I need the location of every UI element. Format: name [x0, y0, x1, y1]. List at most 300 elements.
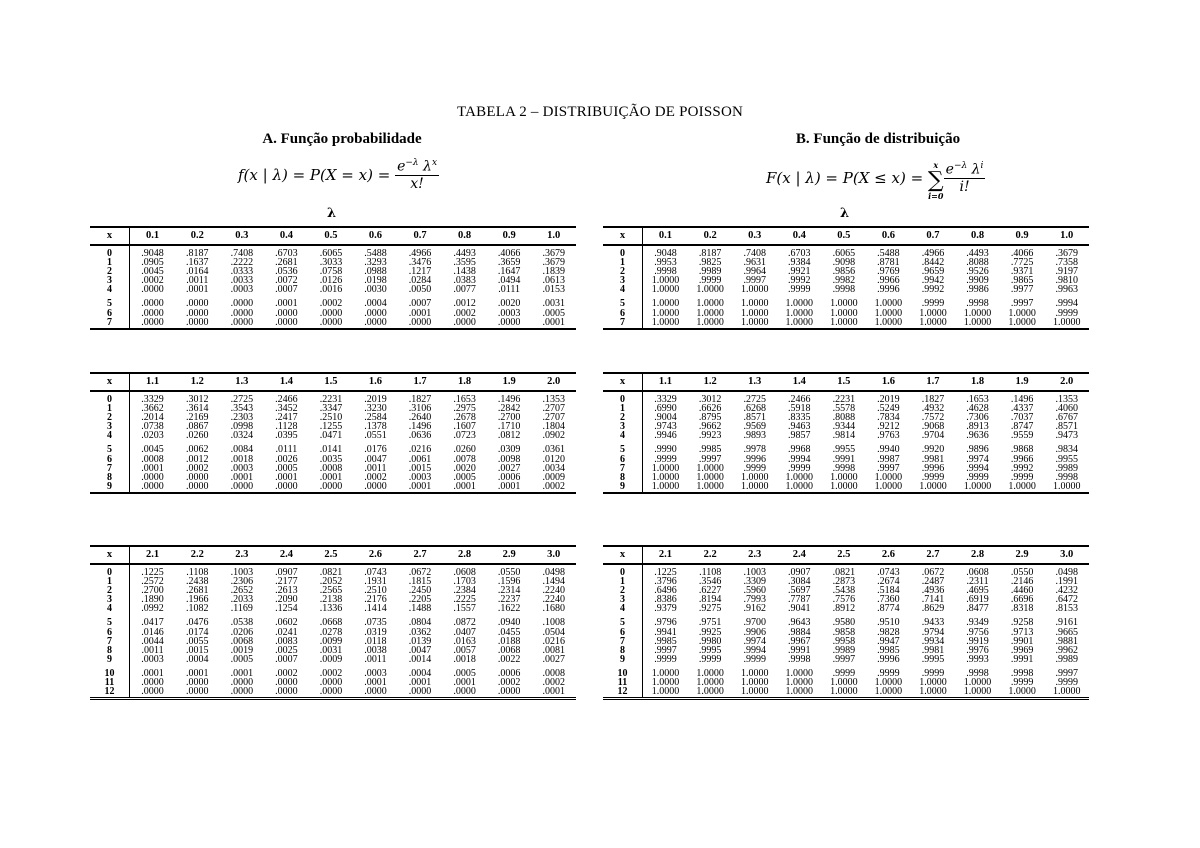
probability-cell: .9999: [698, 275, 722, 287]
probability-cell: .4066: [497, 248, 521, 259]
lambda-column-header: 0.3: [220, 227, 265, 245]
probability-cell: .9704: [921, 430, 945, 442]
probability-cell: .9769: [877, 266, 900, 278]
probability-table-3: [90, 545, 576, 700]
probability-cell: .0120: [542, 453, 565, 465]
lambda-column-header: 0.4: [777, 227, 822, 245]
probability-cell: .5960: [743, 585, 766, 597]
x-value-cell: 2: [90, 586, 130, 595]
probability-cell: .9896: [966, 444, 989, 456]
probability-cell: .0000: [309, 687, 354, 699]
probability-cell: .0260: [186, 430, 209, 442]
lambda-column-header: 2.8: [442, 546, 487, 564]
probability-cell: .4695: [966, 585, 989, 597]
probability-cell: .0174: [186, 626, 209, 638]
x-value-cell: 12: [90, 687, 130, 699]
probability-cell: .0804: [408, 617, 432, 629]
probability-cell: .0047: [408, 644, 432, 656]
probability-cell: .9997: [1055, 667, 1078, 679]
probability-cell: .3012: [698, 394, 722, 405]
probability-cell: .9856: [832, 266, 856, 278]
probability-cell: .1827: [921, 394, 945, 405]
lambda-column-header: 1.1: [643, 373, 688, 391]
probability-cell: .1710: [497, 421, 521, 433]
lambda-column-header: 0.1: [643, 227, 688, 245]
probability-cell: .0000: [186, 307, 209, 319]
probability-cell: .1966: [186, 594, 209, 606]
probability-cell: .9713: [1010, 626, 1034, 638]
lambda-label-a: λ: [327, 206, 337, 221]
probability-cell: .1496: [497, 394, 521, 405]
probability-cell: .9962: [1055, 644, 1078, 656]
probability-cell: 1.0000: [1044, 318, 1089, 329]
probability-cell: .0206: [230, 626, 254, 638]
probability-cell: .9974: [743, 635, 766, 647]
lambda-label-b: λ: [840, 206, 850, 221]
x-column-header: x: [90, 373, 130, 391]
x-value-cell: 1: [90, 577, 130, 586]
probability-cell: .1827: [408, 394, 432, 405]
lambda-column-header: 0.9: [487, 227, 532, 245]
probability-cell: .0016: [319, 284, 343, 296]
probability-cell: .9997: [743, 275, 766, 287]
probability-cell: .2640: [408, 412, 432, 424]
probability-cell: .3329: [141, 394, 164, 405]
probability-cell: .0636: [408, 430, 432, 442]
probability-cell: .6065: [832, 248, 856, 259]
probability-cell: .8781: [877, 257, 900, 269]
probability-cell: .3659: [497, 257, 521, 269]
probability-cell: .0011: [364, 653, 387, 665]
probability-cell: .8571: [743, 412, 766, 424]
distribution-table-2: [603, 372, 1089, 494]
probability-cell: .0002: [453, 307, 476, 319]
probability-cell: .2678: [453, 412, 476, 424]
x-value-cell: 8: [90, 646, 130, 655]
probability-cell: .9997: [698, 453, 722, 465]
probability-cell: 1.0000: [822, 318, 867, 329]
probability-cell: .9580: [832, 617, 856, 629]
probability-cell: .9999: [698, 653, 722, 665]
page-title: TABELA 2 – DISTRIBUIÇÃO DE POISSON: [456, 104, 744, 120]
probability-cell: 1.0000: [1044, 482, 1089, 493]
probability-cell: .9958: [832, 635, 856, 647]
lambda-column-header: 2.0: [531, 373, 576, 391]
probability-cell: .9982: [832, 275, 856, 287]
probability-cell: .0009: [319, 653, 343, 665]
probability-cell: .2510: [319, 412, 343, 424]
probability-cell: .3329: [654, 394, 677, 405]
probability-cell: .0068: [497, 644, 521, 656]
lambda-column-header: 1.5: [822, 373, 867, 391]
distribution-table-1: [603, 226, 1089, 330]
probability-cell: .4066: [1010, 248, 1034, 259]
probability-cell: .1653: [453, 394, 476, 405]
x-column-header: x: [603, 546, 643, 564]
probability-cell: .9997: [832, 653, 856, 665]
probability-cell: .1931: [364, 576, 387, 588]
x-value-cell: 5: [603, 440, 643, 454]
probability-cell: .2417: [275, 412, 298, 424]
probability-cell: .0000: [175, 687, 220, 699]
probability-cell: .2700: [141, 585, 164, 597]
probability-cell: .9998: [788, 653, 811, 665]
probability-cell: .9909: [966, 275, 989, 287]
lambda-column-header: 0.5: [822, 227, 867, 245]
probability-cell: .7408: [230, 248, 254, 259]
probability-cell: .2873: [832, 576, 856, 588]
probability-cell: .2565: [319, 585, 343, 597]
probability-cell: .4460: [1010, 585, 1034, 597]
x-value-cell: 3: [90, 276, 130, 285]
probability-cell: .9868: [1010, 444, 1034, 456]
distribution-table-3: [603, 545, 1089, 700]
probability-cell: .0471: [319, 430, 343, 442]
probability-cell: .9794: [921, 626, 945, 638]
probability-cell: .0003: [230, 284, 254, 296]
probability-cell: 1.0000: [651, 298, 680, 310]
x-value-cell: 5: [603, 613, 643, 627]
probability-cell: .0038: [364, 644, 387, 656]
probability-cell: .0001: [364, 677, 387, 689]
x-value-cell: 3: [603, 276, 643, 285]
probability-cell: .0031: [319, 644, 343, 656]
x-value-cell: 1: [603, 258, 643, 267]
probability-cell: .3476: [408, 257, 432, 269]
probability-cell: .3679: [1055, 248, 1078, 259]
probability-cell: .0000: [175, 318, 220, 329]
x-value-cell: 7: [90, 637, 130, 646]
probability-cell: .8088: [966, 257, 989, 269]
probability-cell: .8318: [1010, 603, 1034, 615]
x-value-cell: 1: [603, 577, 643, 586]
lambda-column-header: 1.6: [866, 373, 911, 391]
probability-cell: .9212: [877, 421, 900, 433]
probability-cell: .9998: [966, 667, 989, 679]
probability-cell: .9992: [788, 275, 811, 287]
probability-cell: .1815: [408, 576, 432, 588]
probability-cell: .1169: [230, 603, 253, 615]
probability-cell: .0015: [408, 462, 432, 474]
probability-cell: .0002: [319, 298, 343, 310]
probability-cell: .0062: [186, 444, 209, 456]
probability-cell: .0538: [230, 617, 254, 629]
probability-cell: 1.0000: [830, 471, 858, 483]
probability-cell: .1494: [542, 576, 565, 588]
probability-cell: .0002: [141, 275, 164, 287]
probability-cell: .0006: [497, 471, 521, 483]
probability-cell: 1.0000: [866, 318, 911, 329]
probability-cell: .1225: [654, 567, 677, 578]
probability-cell: .2231: [832, 394, 856, 405]
probability-cell: .0027: [542, 653, 565, 665]
lambda-column-header: 2.9: [487, 546, 532, 564]
probability-cell: .9955: [832, 444, 856, 456]
probability-cell: .7834: [877, 412, 900, 424]
probability-cell: .3452: [275, 403, 298, 415]
probability-cell: .0001: [186, 284, 209, 296]
probability-cell: .1378: [364, 421, 387, 433]
probability-cell: .7787: [788, 594, 811, 606]
probability-cell: .2138: [319, 594, 343, 606]
probability-cell: .9643: [788, 617, 811, 629]
probability-cell: .9526: [966, 266, 989, 278]
probability-cell: .9998: [832, 284, 856, 296]
probability-cell: .9994: [788, 453, 811, 465]
probability-cell: .9995: [921, 653, 945, 665]
lambda-column-header: 0.6: [353, 227, 398, 245]
probability-cell: .0033: [230, 275, 254, 287]
x-value-cell: 4: [603, 285, 643, 294]
probability-cell: .9636: [966, 430, 989, 442]
probability-cell: .9999: [966, 471, 989, 483]
probability-cell: .2572: [141, 576, 164, 588]
probability-cell: .0383: [453, 275, 476, 287]
table-row: [603, 482, 1089, 493]
probability-cell: 1.0000: [732, 687, 777, 699]
x-value-cell: 0: [90, 245, 130, 258]
probability-cell: .9751: [698, 617, 722, 629]
lambda-column-header: 2.4: [777, 546, 822, 564]
probability-cell: .0068: [230, 635, 254, 647]
probability-cell: .9997: [877, 462, 900, 474]
probability-cell: .9048: [654, 248, 677, 259]
probability-cell: 1.0000: [688, 482, 733, 493]
probability-cell: .9796: [654, 617, 677, 629]
lambda-column-header: 1.8: [955, 373, 1000, 391]
probability-cell: .0003: [230, 462, 254, 474]
probability-cell: .0007: [408, 298, 432, 310]
probability-cell: .0551: [364, 430, 387, 442]
probability-cell: .0057: [453, 644, 476, 656]
probability-cell: .0476: [186, 617, 209, 629]
probability-cell: .0008: [542, 667, 565, 679]
probability-cell: .2237: [497, 594, 521, 606]
probability-cell: .0011: [186, 275, 209, 287]
lambda-column-header: 2.2: [688, 546, 733, 564]
probability-cell: .0216: [542, 635, 565, 647]
table-row: [603, 440, 1089, 454]
probability-cell: .0002: [275, 667, 298, 679]
probability-cell: .7576: [832, 594, 856, 606]
probability-cell: .0602: [275, 617, 298, 629]
x-value-cell: 6: [603, 628, 643, 637]
probability-cell: 1.0000: [740, 677, 769, 689]
lambda-column-header: 2.0: [1044, 373, 1089, 391]
probability-cell: 1.0000: [874, 677, 903, 689]
lambda-column-header: 0.5: [309, 227, 354, 245]
table-row: [90, 687, 576, 699]
probability-cell: 1.0000: [651, 471, 680, 483]
x-value-cell: 0: [603, 245, 643, 258]
probability-cell: .9977: [1010, 284, 1034, 296]
probability-cell: 1.0000: [830, 307, 858, 319]
probability-cell: .3796: [654, 576, 677, 588]
probability-cell: .8442: [921, 257, 945, 269]
probability-cell: .0738: [141, 421, 164, 433]
lambda-column-header: 1.6: [353, 373, 398, 391]
probability-cell: 1.0000: [696, 677, 724, 689]
probability-cell: 1.0000: [911, 482, 956, 493]
probability-cell: .0000: [319, 307, 343, 319]
probability-cell: .9999: [877, 667, 900, 679]
x-value-cell: 3: [603, 422, 643, 431]
x-value-cell: 5: [90, 440, 130, 454]
probability-cell: .9433: [921, 617, 945, 629]
probability-cell: .9963: [1055, 284, 1078, 296]
probability-cell: .0000: [398, 687, 443, 699]
probability-cell: .1108: [186, 567, 209, 578]
probability-cell: .0000: [275, 677, 298, 689]
probability-cell: .9884: [788, 626, 811, 638]
probability-cell: .3595: [453, 257, 476, 269]
probability-cell: .4232: [1055, 585, 1078, 597]
probability-cell: .0668: [319, 617, 343, 629]
probability-cell: .1653: [966, 394, 989, 405]
probability-cell: .5697: [788, 585, 811, 597]
probability-cell: .1804: [542, 421, 565, 433]
x-value-cell: 9: [603, 655, 643, 664]
x-value-cell: 5: [603, 294, 643, 308]
probability-cell: .0139: [408, 635, 432, 647]
probability-cell: .0872: [453, 617, 476, 629]
probability-cell: .9967: [788, 635, 811, 647]
probability-cell: .0014: [408, 653, 432, 665]
probability-cell: .0045: [141, 266, 164, 278]
probability-cell: .7141: [921, 594, 945, 606]
probability-cell: .2652: [230, 585, 254, 597]
table-row: [603, 613, 1089, 627]
probability-cell: .0672: [408, 567, 432, 578]
probability-cell: .2225: [453, 594, 476, 606]
x-value-cell: 4: [603, 431, 643, 440]
table-row: [603, 431, 1089, 440]
probability-cell: .1217: [408, 266, 432, 278]
probability-cell: .0992: [141, 603, 164, 615]
probability-cell: .0498: [542, 567, 565, 578]
lambda-column-header: 1.3: [220, 373, 265, 391]
probability-cell: .5184: [877, 585, 900, 597]
probability-cell: .0000: [487, 687, 532, 699]
lambda-column-header: 2.6: [353, 546, 398, 564]
x-value-cell: 11: [90, 678, 130, 687]
probability-cell: .0164: [186, 266, 209, 278]
probability-cell: .9825: [698, 257, 722, 269]
probability-cell: .0005: [453, 471, 476, 483]
probability-cell: .0001: [531, 687, 576, 699]
lambda-column-header: 1.4: [264, 373, 309, 391]
probability-cell: .0005: [453, 667, 476, 679]
probability-cell: .4337: [1010, 403, 1034, 415]
probability-cell: .2438: [186, 576, 209, 588]
lambda-column-header: 2.3: [220, 546, 265, 564]
probability-cell: .1647: [497, 266, 521, 278]
probability-cell: .0395: [275, 430, 298, 442]
probability-cell: .6065: [319, 248, 343, 259]
probability-cell: .9858: [832, 626, 856, 638]
probability-cell: .0000: [487, 318, 532, 329]
probability-cell: .9998: [1010, 667, 1034, 679]
probability-cell: .0015: [186, 644, 209, 656]
probability-cell: .0000: [130, 482, 176, 493]
probability-cell: .0005: [230, 653, 254, 665]
probability-cell: .2681: [275, 257, 298, 269]
lambda-column-header: 2.4: [264, 546, 309, 564]
lambda-column-header: 0.2: [175, 227, 220, 245]
x-value-cell: 6: [90, 455, 130, 464]
probability-cell: .8629: [921, 603, 945, 615]
probability-cell: .0004: [364, 298, 387, 310]
x-column-header: x: [603, 373, 643, 391]
probability-cell: .3662: [141, 403, 164, 415]
probability-cell: .0111: [498, 284, 521, 296]
probability-cell: .0001: [398, 482, 443, 493]
probability-cell: .9955: [1055, 453, 1078, 465]
lambda-column-header: 2.8: [955, 546, 1000, 564]
probability-cell: .0050: [408, 284, 432, 296]
table-row: [603, 604, 1089, 613]
lambda-column-header: 0.7: [398, 227, 443, 245]
probability-cell: .0011: [141, 644, 164, 656]
probability-cell: .0001: [230, 471, 254, 483]
probability-cell: .2176: [364, 594, 387, 606]
probability-cell: .0001: [408, 307, 432, 319]
x-value-cell: 7: [603, 318, 643, 329]
probability-cell: .9991: [832, 453, 856, 465]
probability-cell: .9258: [1010, 617, 1034, 629]
probability-cell: .0000: [264, 482, 309, 493]
lambda-column-header: 2.3: [732, 546, 777, 564]
probability-cell: .1496: [408, 421, 432, 433]
probability-cell: .3546: [698, 576, 722, 588]
probability-cell: .1225: [141, 567, 164, 578]
probability-cell: .2681: [186, 585, 209, 597]
probability-cell: .1488: [408, 603, 432, 615]
probability-cell: .0008: [319, 462, 343, 474]
probability-cell: .0494: [497, 275, 521, 287]
probability-cell: .5488: [877, 248, 900, 259]
probability-cell: .6990: [654, 403, 677, 415]
probability-cell: .0000: [130, 687, 176, 699]
probability-cell: .0002: [364, 471, 387, 483]
table-row: [90, 318, 576, 329]
probability-cell: .2384: [453, 585, 476, 597]
probability-cell: .0008: [141, 453, 164, 465]
probability-cell: .6227: [698, 585, 722, 597]
probability-cell: .9999: [1010, 677, 1034, 689]
probability-cell: .4966: [921, 248, 945, 259]
probability-cell: .9665: [1055, 626, 1078, 638]
probability-cell: .9814: [832, 430, 856, 442]
probability-cell: .9990: [654, 444, 677, 456]
probability-cell: 1.0000: [866, 687, 911, 699]
probability-cell: .2146: [1010, 576, 1034, 588]
probability-cell: .9966: [877, 275, 900, 287]
probability-cell: .6919: [966, 594, 989, 606]
probability-cell: .9942: [921, 275, 945, 287]
x-value-cell: 0: [603, 391, 643, 404]
probability-cell: .1637: [186, 257, 209, 269]
probability-cell: .2014: [141, 412, 164, 424]
probability-cell: .9098: [832, 257, 856, 269]
probability-cell: .9999: [654, 453, 677, 465]
probability-cell: .9992: [1010, 462, 1034, 474]
probability-cell: .9996: [921, 462, 945, 474]
probability-cell: .9923: [698, 430, 722, 442]
probability-cell: .2725: [230, 394, 254, 405]
x-value-cell: 1: [90, 404, 130, 413]
probability-cell: .2231: [319, 394, 343, 405]
